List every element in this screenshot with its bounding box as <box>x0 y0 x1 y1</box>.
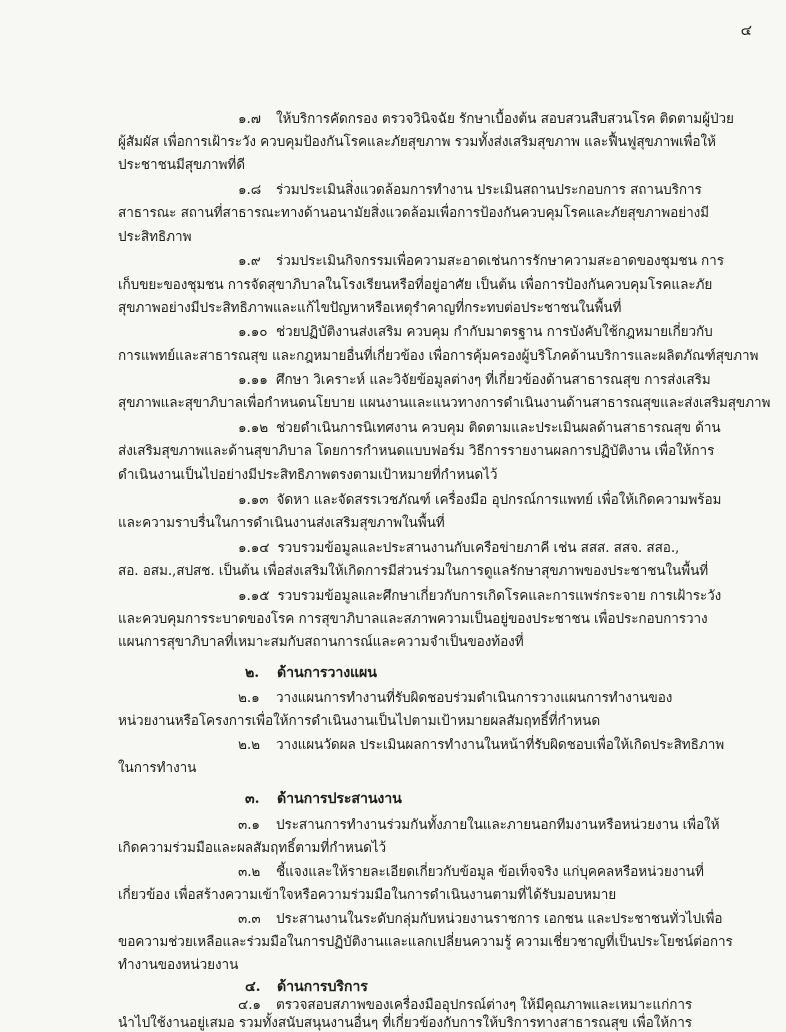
paragraph-first-line <box>238 181 728 199</box>
item-text: ช่วยปฏิบัติงานส่งเสริม ควบคุม กำกับมาตรฐาน การบังคับใช้กฎหมายเกี่ยวกับ <box>276 324 713 340</box>
section-heading <box>245 978 786 996</box>
item-text: รวบรวมข้อมูลและศึกษาเกี่ยวกับการเกิดโรคและการแพร่กระจาย การเฝ้าระวัง <box>277 588 722 604</box>
item-number: ๔.๑ <box>238 997 261 1013</box>
paragraph-line: และความราบรื่นในการดำเนินงานส่งเสริมสุขภาพในพื้นที่ <box>118 515 445 531</box>
item-text: วางแผนการทำงานที่รับผิดชอบร่วมดำเนินการวางแผนการทำงานของ <box>276 690 673 706</box>
paragraph-line: เก็บขยะของชุมชน การจัดสุขาภิบาลในโรงเรียนหรือที่อยู่อาศัย เป็นต้น เพื่อการป้องกันควบคุมโรคและภัย <box>118 277 713 293</box>
paragraph-line: สาธารณะ สถานที่สาธารณะทางด้านอนามัยสิ่งแวดล้อมเพื่อการป้องกันควบคุมโรคและภัยสุขภาพอย่างมี <box>118 205 710 221</box>
paragraph-line: สุขภาพอย่างมีประสิทธิภาพและแก้ไขปัญหาหรือเหตุรำคาญที่กระทบต่อประชาชนในพื้นที่ <box>118 300 622 316</box>
paragraph-first-line <box>238 863 728 881</box>
item-number: ๑.๑๕ <box>238 588 270 604</box>
paragraph-line: สุขภาพและสุขาภิบาลเพื่อกำหนดนโยบาย แผนงานและแนวทางการดำเนินงานด้านสาธารณสุขและส่งเสริมสุขภาพ <box>118 395 771 411</box>
paragraph-first-line <box>238 419 728 437</box>
paragraph-first-line <box>238 689 728 707</box>
paragraph-first-line <box>238 252 728 270</box>
paragraph-first-line <box>238 110 734 128</box>
item-number: ๓.๓ <box>238 911 261 927</box>
paragraph-first-line <box>238 910 728 928</box>
paragraph-first-line <box>238 491 728 509</box>
item-text: ประสานการทำงานร่วมกันทั้งภายในและภายนอกทีมงานหรือหน่วยงาน เพื่อให้ <box>276 817 720 833</box>
item-text: จัดหา และจัดสรรเวชภัณฑ์ เครื่องมือ อุปกรณ์การแพทย์ เพื่อให้เกิดความพร้อม <box>276 492 722 508</box>
paragraph-first-line <box>238 587 728 605</box>
item-text: ให้บริการคัดกรอง ตรวจวินิจฉัย รักษาเบื้องต้น สอบสวนสืบสวนโรค ติดตามผู้ป่วย <box>276 111 734 127</box>
paragraph-first-line <box>238 539 728 557</box>
section-title: ด้านการประสานงาน <box>277 791 402 807</box>
item-text: วางแผนวัดผล ประเมินผลการทำงานในหน้าที่รับผิดชอบเพื่อให้เกิดประสิทธิภาพ <box>276 737 725 753</box>
item-text: ประสานงานในระดับกลุ่มกับหน่วยงานราชการ เอกชน และประชาชนทั่วไปเพื่อ <box>276 911 723 927</box>
section-number: ๔. <box>245 979 261 995</box>
item-number: ๑.๗ <box>238 111 261 127</box>
item-text: ตรวจสอบสภาพของเครื่องมืออุปกรณ์ต่างๆ ให้มีคุณภาพและเหมาะแก่การ <box>276 997 693 1013</box>
paragraph-line: ขอความช่วยเหลือและร่วมมือในการปฏิบัติงานและแลกเปลี่ยนความรู้ ความเชี่ยวชาญที่เป็นประโยชน์ต่อการ <box>118 934 733 950</box>
paragraph-line: ดำเนินงานเป็นไปอย่างมีประสิทธิภาพตรงตามเป้าหมายที่กำหนดไว้ <box>118 467 498 483</box>
section-number: ๒. <box>245 665 260 681</box>
item-number: ๑.๘ <box>238 182 262 198</box>
item-number: ๑.๑๔ <box>238 540 270 556</box>
item-number: ๒.๒ <box>238 737 260 753</box>
item-number: ๓.๒ <box>238 864 261 880</box>
item-number: ๑.๑๐ <box>238 324 268 340</box>
item-number: ๑.๑๓ <box>238 492 269 508</box>
paragraph-line: หน่วยงานหรือโครงการเพื่อให้การดำเนินงานเป็นไปตามเป้าหมายผลสัมฤทธิ์ที่กำหนด <box>118 713 601 729</box>
paragraph-line: แผนการสุขาภิบาลที่เหมาะสมกับสถานการณ์และความจำเป็นของท้องที่ <box>118 634 524 650</box>
item-number: ๑.๑๑ <box>238 372 268 388</box>
item-text: ศึกษา วิเคราะห์ และวิจัยข้อมูลต่างๆ ที่เกี่ยวข้องด้านสาธารณสุข การส่งเสริม <box>276 372 711 388</box>
paragraph-first-line <box>238 371 728 389</box>
paragraph-line: สอ. อสม.,สปสช. เป็นต้น เพื่อส่งเสริมให้เกิดการมีส่วนร่วมในการดูแลรักษาสุขภาพของประชาชนในพื้นที่ <box>118 563 709 579</box>
item-number: ๑.๙ <box>238 253 261 269</box>
item-text: ช่วยดำเนินการนิเทศงาน ควบคุม ติดตามและประเมินผลด้านสาธารณสุข ด้าน <box>276 420 721 436</box>
paragraph-line: ประสิทธิภาพ <box>118 229 192 245</box>
item-text: ชี้แจงและให้รายละเอียดเกี่ยวกับข้อมูล ข้อเท็จจริง แก่บุคคลหรือหน่วยงานที่ <box>276 864 704 880</box>
item-number: ๓.๑ <box>238 817 260 833</box>
paragraph-line: เกี่ยวข้อง เพื่อสร้างความเข้าใจหรือความร่วมมือในการดำเนินงานตามที่ได้รับมอบหมาย <box>118 887 617 903</box>
paragraph-first-line <box>238 816 728 834</box>
paragraph-line: ผู้สัมผัส เพื่อการเฝ้าระวัง ควบคุมป้องกันโรคและภัยสุขภาพ รวมทั้งส่งเสริมสุขภาพ และฟื้นฟูสุขภาพเพื่อให้ <box>118 134 716 150</box>
item-text: ร่วมประเมินสิ่งแวดล้อมการทำงาน ประเมินสถานประกอบการ สถานบริการ <box>276 182 702 198</box>
paragraph-line: ทำงานของหน่วยงาน <box>118 957 239 973</box>
section-title: ด้านการบริการ <box>277 979 368 995</box>
paragraph-line: นำไปใช้งานอยู่เสมอ รวมทั้งสนับสนุนงานอื่นๆ ที่เกี่ยวข้องกับการให้บริการทางสาธารณสุข เพื่อให้การ <box>118 1015 692 1031</box>
paragraph-line: ในการทำงาน <box>118 760 197 776</box>
item-text: ร่วมประเมินกิจกรรมเพื่อความสะอาดเช่นการรักษาความสะอาดของชุมชน การ <box>276 253 724 269</box>
section-number: ๓. <box>245 791 260 807</box>
paragraph-line: เกิดความร่วมมือและผลสัมฤทธิ์ตามที่กำหนดไว้ <box>118 840 387 856</box>
section-heading <box>245 790 786 808</box>
section-title: ด้านการวางแผน <box>277 665 377 681</box>
paragraph-line: ประชาชนมีสุขภาพที่ดี <box>118 157 246 173</box>
item-number: ๑.๑๒ <box>238 420 269 436</box>
paragraph-line: และควบคุมการระบาดของโรค การสุขาภิบาลและสภาพความเป็นอยู่ของประชาชน เพื่อประกอบการวาง <box>118 611 708 627</box>
item-text: รวบรวมข้อมูลและประสานงานกับเครือข่ายภาคี เช่น สสส. สสจ. สสอ., <box>277 540 680 556</box>
page-number: ๔ <box>740 21 752 39</box>
paragraph-line: การแพทย์และสาธารณสุข และกฎหมายอื่นที่เกี่ยวข้อง เพื่อการคุ้มครองผู้บริโภคด้านบริการและผลิตภัณฑ์สุขภาพ <box>118 348 759 364</box>
paragraph-line: ส่งเสริมสุขภาพและด้านสุขาภิบาล โดยการกำหนดแบบฟอร์ม วิธีการรายงานผลการปฏิบัติงาน เพื่อให้การ <box>118 443 715 459</box>
section-heading <box>245 664 786 682</box>
item-number: ๒.๑ <box>238 690 260 706</box>
paragraph-first-line <box>238 323 728 341</box>
paragraph-first-line <box>238 736 728 754</box>
